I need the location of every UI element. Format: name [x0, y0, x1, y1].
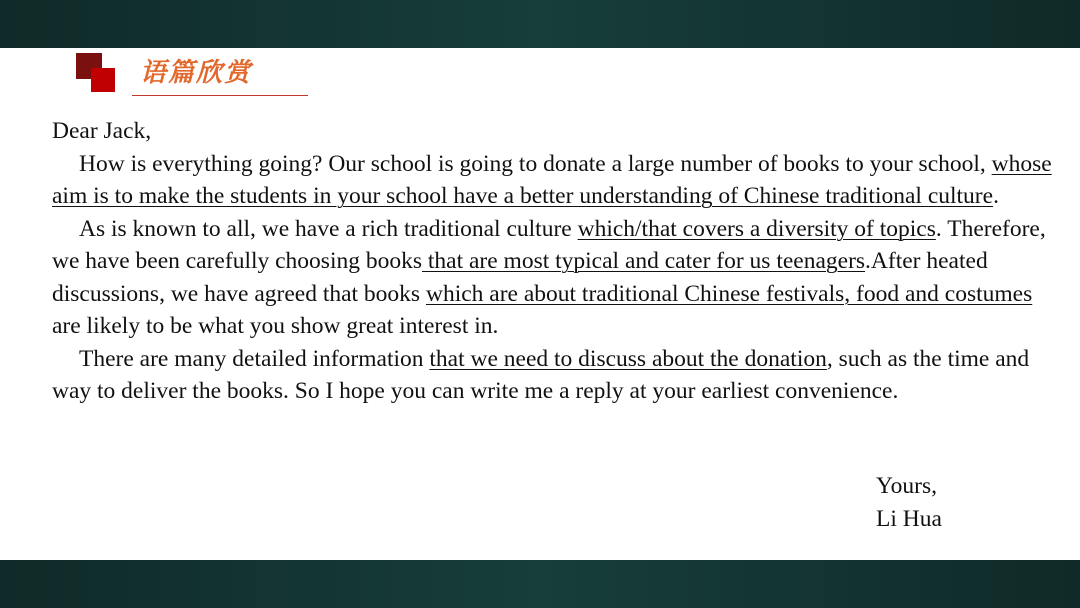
letter-body — [52, 115, 1062, 408]
paragraph-text: As is known to all, we have a rich traditional culture — [79, 215, 578, 242]
paragraph-2 — [52, 213, 1062, 343]
closing: Yours, — [876, 473, 937, 499]
underlined-clause: that we need to discuss about the donation — [429, 345, 827, 372]
bottom-decor-band — [0, 560, 1080, 608]
paragraph-text: .After heated discussions, we have agreed that books — [52, 248, 988, 307]
paragraph-text: . Therefore, we have been carefully choosing books — [52, 215, 1046, 274]
salutation: Dear Jack, — [52, 118, 152, 144]
signature: Li Hua — [876, 505, 942, 532]
underlined-clause: which are about traditional Chinese festivals, food and costumes — [425, 280, 1033, 307]
marker-front-square — [91, 68, 115, 92]
letter-signoff — [876, 470, 942, 535]
paragraph-text: How is everything going? Our school is going to donate a large number of books to your school, — [79, 150, 992, 177]
underlined-clause: whose aim is to make the students in your school have a better understanding of Chinese traditional culture — [52, 150, 1052, 209]
paragraph-text: . — [993, 183, 999, 209]
paragraph-3 — [52, 343, 1062, 408]
section-title: 语篇欣赏 — [140, 58, 253, 88]
underlined-clause: that are most typical and cater for us teenagers — [422, 248, 866, 274]
top-decor-band — [0, 0, 1080, 48]
title-underline — [132, 95, 308, 96]
paragraph-text: , such as the time and way to deliver the books. So I hope you can write me a reply at your earliest convenience. — [52, 345, 1030, 404]
underlined-clause: which/that covers a diversity of topics — [577, 215, 936, 242]
section-marker-icon — [76, 53, 116, 93]
paragraph-text: are likely to be what you show great interest in. — [52, 313, 499, 339]
paragraph-1 — [52, 148, 1062, 213]
paragraph-text: There are many detailed information — [79, 345, 430, 372]
